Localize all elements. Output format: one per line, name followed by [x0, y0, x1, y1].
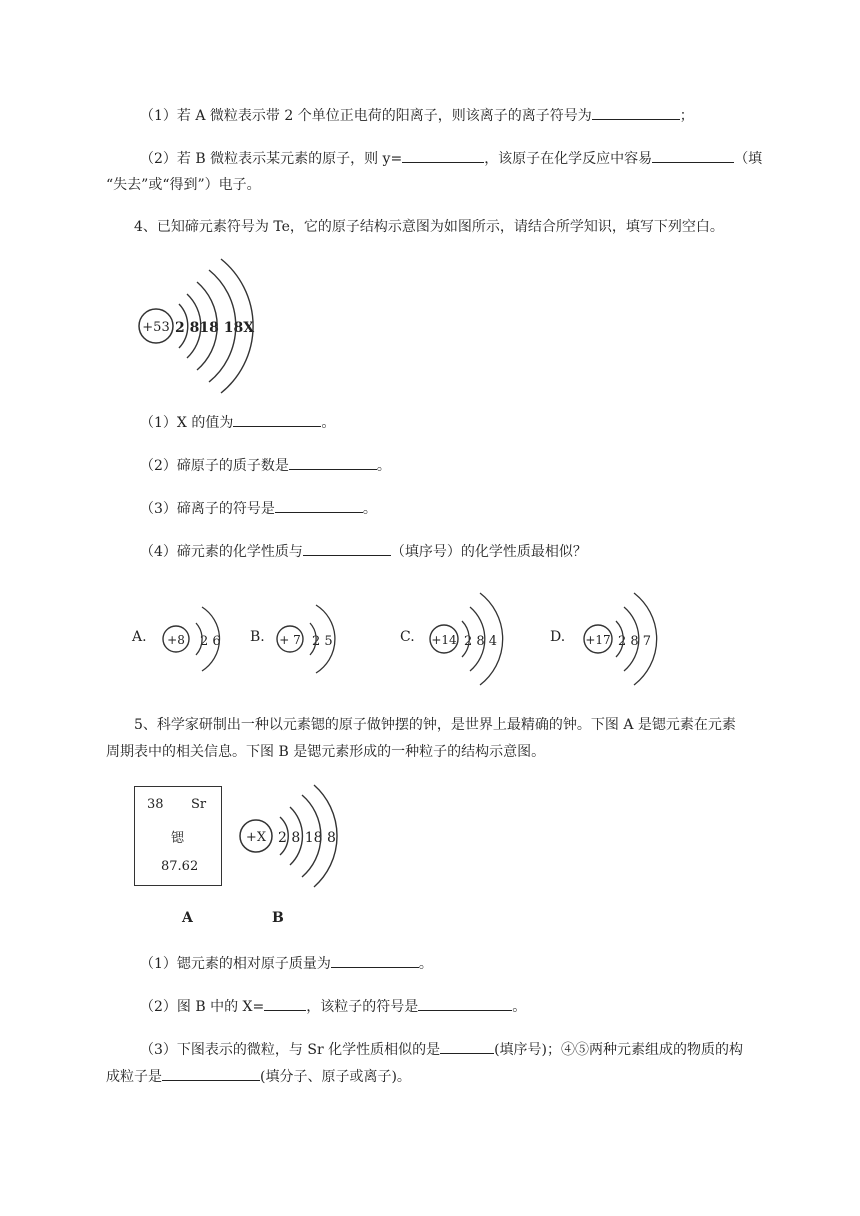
q4-part1: [140, 412, 335, 433]
option-a-diagram[interactable]: [130, 599, 240, 679]
te-atom-diagram: [135, 256, 265, 396]
q3-part2-blank-tendency[interactable]: [652, 148, 734, 163]
option-c-nucleus: +14: [431, 633, 457, 647]
option-c-diagram[interactable]: [398, 589, 528, 689]
option-c-label: C.: [400, 629, 415, 645]
element-symbol: Sr: [191, 797, 207, 812]
option-d-shells: 2 8 7: [618, 634, 652, 649]
option-a-shells: 2 6: [200, 634, 221, 649]
q5-part2-blank-x[interactable]: [264, 996, 306, 1011]
q5-part3-blank-similar[interactable]: [440, 1039, 494, 1054]
q4-part4-blank[interactable]: [303, 541, 391, 556]
q5-part2: [140, 996, 526, 1017]
q3-part1-suffix: ；: [679, 108, 694, 124]
atomic-mass: 87.62: [161, 859, 199, 874]
q5-part1-suffix: 。: [418, 956, 433, 972]
strontium-element-card: [134, 786, 222, 886]
q3-part2-text-c: （填: [734, 151, 763, 167]
q4-part2-blank[interactable]: [289, 455, 377, 470]
sr-ion-shells: 2 8 18 8: [278, 830, 336, 846]
q4-part2-suffix: 。: [376, 458, 391, 474]
q3-part1-text: （1）若 A 微粒表示带 2 个单位正电荷的阳离子，则该离子的离子符号为: [140, 108, 592, 124]
q4-part1-text: （1）X 的值为: [140, 415, 234, 431]
q3-part1-blank[interactable]: [592, 105, 680, 120]
q5-part3-text-d: (填分子、原子或离子)。: [260, 1069, 411, 1085]
q3-part1: [140, 105, 694, 126]
option-d-nucleus: +17: [585, 633, 611, 647]
q5-part1-blank[interactable]: [331, 953, 419, 968]
option-a-label: A.: [132, 629, 147, 645]
q5-part3-blank-particle[interactable]: [162, 1066, 260, 1081]
q4-part2: [140, 455, 391, 476]
q4-part4-suffix: （填序号）的化学性质最相似？: [390, 544, 587, 560]
q5-stem-line2: 周期表中的相关信息。下图 B 是锶元素形成的一种粒子的结构示意图。: [106, 744, 546, 760]
te-shell-numbers: 2 818 18X: [175, 320, 255, 336]
q5-part2-suffix: 。: [512, 999, 527, 1015]
q4-part3-text: （3）碲离子的符号是: [140, 501, 275, 517]
option-b-label: B.: [250, 629, 265, 645]
q5-stem-line1: 5、科学家研制出一种以元素锶的原子做钟摆的钟，是世界上最精确的钟。下图 A 是锶元素在元素: [134, 717, 736, 733]
option-d-diagram[interactable]: [548, 589, 678, 689]
sr-ion-diagram: [236, 781, 346, 891]
q4-part4: [140, 541, 587, 562]
q5-part3-line2: [106, 1066, 411, 1087]
te-nucleus-label: +53: [142, 320, 170, 335]
q5-part3-text-b: (填序号)；④⑤两种元素组成的物质的构: [494, 1042, 744, 1058]
q3-part2-text-b: ，该原子在化学反应中容易: [484, 151, 653, 167]
q3-part2-text: （2）若 B 微粒表示某元素的原子，则 y=: [140, 151, 403, 167]
q4-part1-blank[interactable]: [233, 412, 321, 427]
q3-part2-blank-y[interactable]: [402, 148, 484, 163]
q5-part3-text: （3）下图表示的微粒，与 Sr 化学性质相似的是: [140, 1042, 441, 1058]
element-name: 锶: [171, 831, 185, 846]
q5-part2-text-b: ，该粒子的符号是: [306, 999, 419, 1015]
q5-part2-text: （2）图 B 中的 X=: [140, 999, 265, 1015]
sr-ion-nucleus: +X: [245, 830, 267, 845]
option-d-label: D.: [550, 629, 566, 645]
option-b-nucleus: + 7: [279, 633, 301, 647]
q4-stem: 4、已知碲元素符号为 Te，它的原子结构示意图为如图所示，请结合所学知识，填写下列空白。: [134, 219, 724, 235]
q4-part3-suffix: 。: [362, 501, 377, 517]
q5-part3-line1: [140, 1039, 743, 1060]
caption-b: B: [272, 910, 284, 926]
option-b-diagram[interactable]: [248, 599, 358, 679]
q4-part4-text: （4）碲元素的化学性质与: [140, 544, 303, 560]
option-c-shells: 2 8 4: [464, 634, 498, 649]
q5-part1-text: （1）锶元素的相对原子质量为: [140, 956, 331, 972]
option-b-shells: 2 5: [312, 634, 333, 649]
q5-part3-text-c: 成粒子是: [106, 1069, 162, 1085]
q3-part2-line1: [140, 148, 762, 169]
q4-part2-text: （2）碲原子的质子数是: [140, 458, 289, 474]
option-a-nucleus: +8: [167, 633, 185, 647]
q4-part1-suffix: 。: [321, 415, 336, 431]
q5-part1: [140, 953, 433, 974]
q5-part2-blank-symbol[interactable]: [418, 996, 512, 1011]
q4-part3: [140, 498, 377, 519]
q4-part3-blank[interactable]: [275, 498, 363, 513]
caption-a: A: [182, 910, 193, 926]
atomic-number: 38: [147, 797, 164, 812]
q3-part2-line2: “失去”或“得到”）电子。: [106, 177, 261, 193]
